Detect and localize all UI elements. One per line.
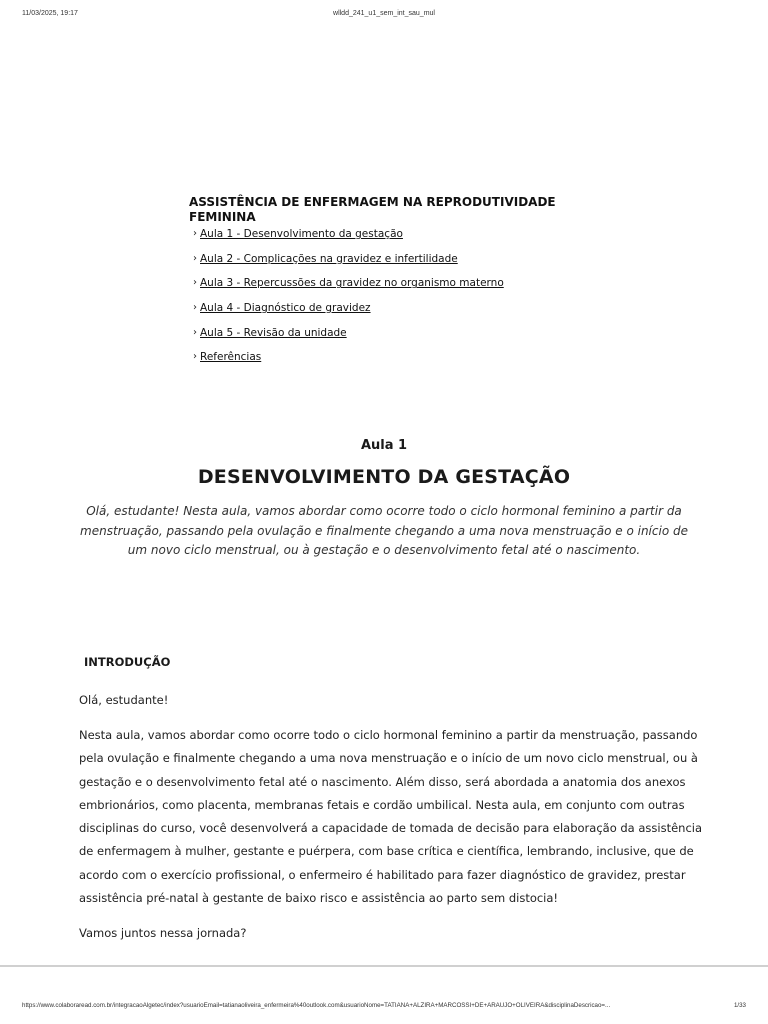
toc-link-referencias[interactable]: Referências bbox=[200, 351, 262, 364]
toc-item-aula-3 bbox=[189, 276, 569, 301]
toc-link-aula-1[interactable]: Aula 1 - Desenvolvimento da gestação bbox=[200, 228, 403, 240]
chevron-right-icon: › bbox=[193, 277, 197, 289]
introduction-body bbox=[79, 690, 711, 958]
introduction-paragraph: Nesta aula, vamos abordar como ocorre todo o ciclo hormonal feminino a partir da menstruação, passando pela ovulação e finalmente chegando a uma nova menstruação e o início de um novo ciclo menstrual, ou à gestação e o desenvolvimento fetal até o nascimento. Além disso, será abordada a anatomia dos anexos embrionários, como placenta, membranas fetais e cordão umbilical. Nesta aula, em conjunto com outras disciplinas do curso, você desenvolverá a capacidade de tomada de decisão para elaboração da assistência de enfermagem à mulher, gestante e puérpera, com base crítica e científica, lembrando, inclusive, que de acordo com o exercício profissional, o enfermeiro é habilitado para fazer diagnóstico de gravidez, prestar assistência pré-natal à gestante de baixo risco e assistência ao parto sem distocia! bbox=[79, 728, 703, 906]
toc-item-referencias bbox=[189, 350, 569, 375]
toc-item-aula-5 bbox=[189, 326, 569, 351]
closing-paragraph: Vamos juntos nessa jornada? bbox=[79, 926, 247, 941]
chevron-right-icon: › bbox=[193, 326, 197, 338]
print-document-title: wlldd_241_u1_sem_int_sau_mul bbox=[333, 10, 435, 17]
toc-link-aula-2[interactable]: Aula 2 - Complicações na gravidez e infertilidade bbox=[200, 252, 458, 265]
lesson-label: Aula 1 bbox=[360, 438, 408, 453]
toc-item-aula-2 bbox=[189, 252, 569, 277]
chevron-right-icon: › bbox=[193, 228, 197, 239]
toc-link-aula-3[interactable]: Aula 3 - Repercussões da gravidez no organismo materno bbox=[200, 277, 504, 290]
introduction-heading: INTRODUÇÃO bbox=[84, 655, 171, 669]
toc-link-aula-4[interactable]: Aula 4 - Diagnóstico de gravidez bbox=[200, 302, 371, 315]
toc-item-aula-1 bbox=[189, 227, 569, 252]
toc-list bbox=[189, 227, 569, 375]
chevron-right-icon: › bbox=[193, 351, 197, 363]
greeting-paragraph: Olá, estudante! bbox=[79, 693, 169, 707]
page-number: 1/33 bbox=[733, 1002, 746, 1009]
chevron-right-icon: › bbox=[193, 252, 197, 264]
course-title: ASSISTÊNCIA DE ENFERMAGEM NA REPRODUTIVIDADE FEMININA bbox=[189, 195, 556, 224]
chevron-right-icon: › bbox=[193, 302, 197, 314]
print-date: 11/03/2025, 19:17 bbox=[22, 10, 78, 17]
print-url: https://www.colaboraread.com.br/integracaoAlgetec/index?usuarioEmail=tatianaoliveira_enfermeira%40outlook.com&usuarioNome=TATIANA+ALZIRA+MARCOSSI+DE+ARAUJO+OLIVEIRA&disciplinaDescricao=... bbox=[22, 1002, 611, 1009]
print-footer bbox=[0, 1002, 768, 1014]
table-of-contents bbox=[189, 195, 569, 375]
print-header bbox=[0, 10, 768, 24]
toc-item-aula-4 bbox=[189, 301, 569, 326]
lesson-title: DESENVOLVIMENTO DA GESTAÇÃO bbox=[197, 466, 571, 488]
page-divider bbox=[0, 965, 768, 967]
lesson-intro: Olá, estudante! Nesta aula, vamos abordar como ocorre todo o ciclo hormonal feminino a partir da menstruação, passando pela ovulação e finalmente chegando a uma nova menstruação e o início de um novo ciclo menstrual, ou à gestação e o desenvolvimento fetal até o nascimento. bbox=[80, 504, 688, 557]
toc-link-aula-5[interactable]: Aula 5 - Revisão da unidade bbox=[200, 326, 347, 339]
